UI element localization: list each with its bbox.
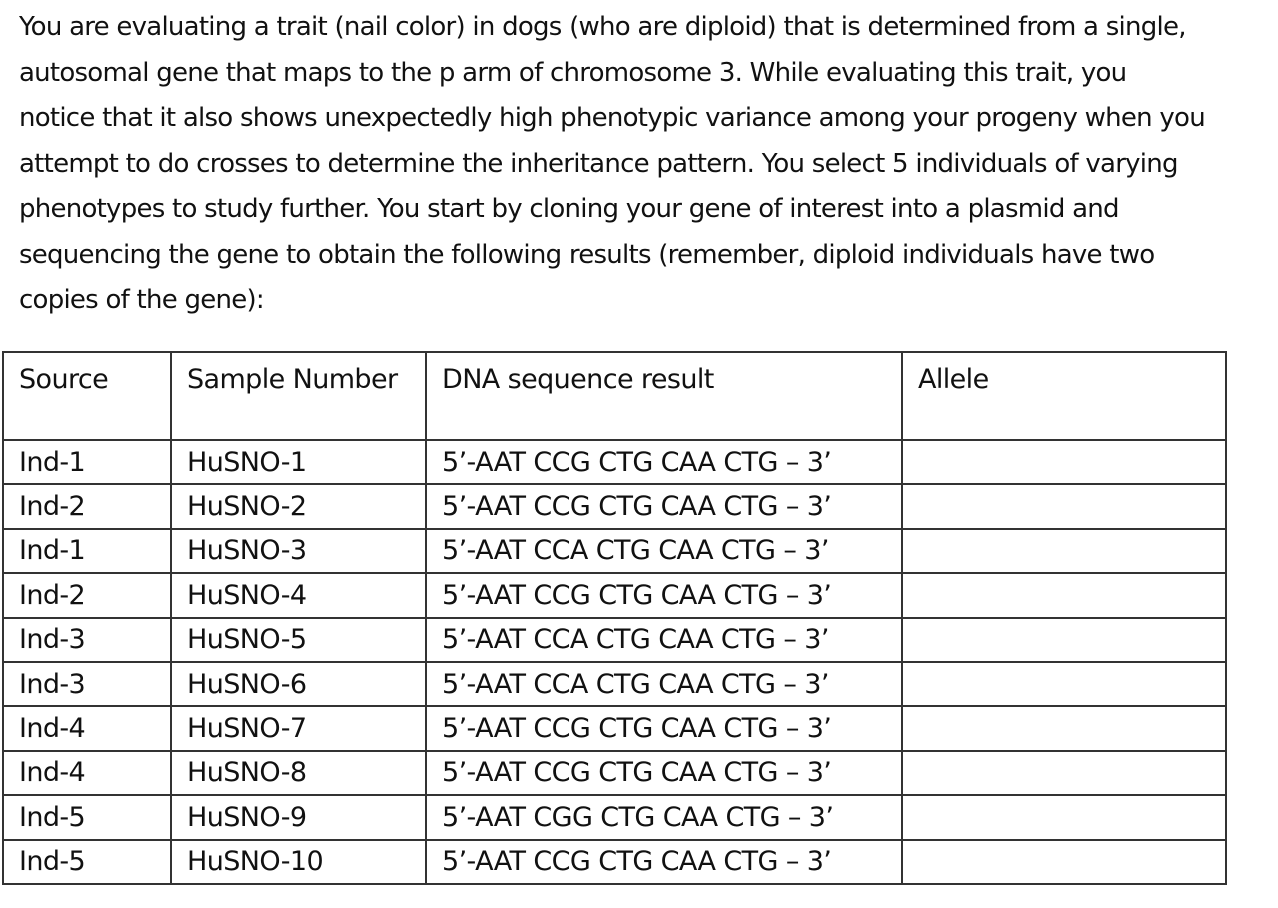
dna-sequence-cell: 5’-AAT CCA CTG CAA CTG – 3’ [426,529,902,573]
source-cell: Ind-1 [3,529,171,573]
sample-number-cell: HuSNO-8 [171,751,426,795]
dna-sequence-cell: 5’-AAT CCG CTG CAA CTG – 3’ [426,751,902,795]
question-line: copies of the gene): [19,285,264,315]
sample-number-cell: HuSNO-10 [171,840,426,884]
dna-sequence-cell: 5’-AAT CCA CTG CAA CTG – 3’ [426,662,902,706]
allele-cell[interactable] [902,706,1226,750]
table-row [3,573,1226,617]
table-row [3,795,1226,839]
allele-cell[interactable] [902,573,1226,617]
source-cell: Ind-5 [3,840,171,884]
allele-cell[interactable] [902,484,1226,528]
allele-cell[interactable] [902,751,1226,795]
question-line: autosomal gene that maps to the p arm of chromosome 3. While evaluating this trait, you [19,57,1127,88]
question-line: sequencing the gene to obtain the following results (remember, diploid individuals have two [19,239,1155,270]
question-line: attempt to do crosses to determine the inheritance pattern. You select 5 individuals of varying [19,148,1178,179]
source-cell: Ind-3 [3,618,171,662]
source-cell: Ind-4 [3,751,171,795]
source-cell: Ind-2 [3,573,171,617]
source-cell: Ind-3 [3,662,171,706]
dna-sequence-cell: 5’-AAT CCG CTG CAA CTG – 3’ [426,706,902,750]
sample-number-cell: HuSNO-9 [171,795,426,839]
sample-number-cell: HuSNO-6 [171,662,426,706]
header-source: Source [3,352,171,440]
allele-cell[interactable] [902,840,1226,884]
table-row [3,618,1226,662]
table-row [3,840,1226,884]
sample-number-cell: HuSNO-2 [171,484,426,528]
dna-sequence-cell: 5’-AAT CCG CTG CAA CTG – 3’ [426,440,902,484]
source-cell: Ind-5 [3,795,171,839]
table-header-row [3,352,1226,440]
dna-sequence-cell: 5’-AAT CCG CTG CAA CTG – 3’ [426,840,902,884]
sequence-results-table [2,351,1227,885]
sample-number-cell: HuSNO-3 [171,529,426,573]
allele-cell[interactable] [902,440,1226,484]
dna-sequence-cell: 5’-AAT CGG CTG CAA CTG – 3’ [426,795,902,839]
sample-number-cell: HuSNO-7 [171,706,426,750]
source-cell: Ind-2 [3,484,171,528]
table-row [3,706,1226,750]
table-row [3,751,1226,795]
header-sample-number: Sample Number [171,352,426,440]
question-line: phenotypes to study further. You start by cloning your gene of interest into a plasmid and [19,194,1119,224]
question-line: notice that it also shows unexpectedly high phenotypic variance among your progeny when you [19,103,1205,133]
dna-sequence-cell: 5’-AAT CCG CTG CAA CTG – 3’ [426,484,902,528]
allele-cell[interactable] [902,618,1226,662]
dna-sequence-cell: 5’-AAT CCA CTG CAA CTG – 3’ [426,618,902,662]
table-row [3,529,1226,573]
allele-cell[interactable] [902,795,1226,839]
source-cell: Ind-4 [3,706,171,750]
header-allele: Allele [902,352,1226,440]
table-row [3,484,1226,528]
allele-cell[interactable] [902,662,1226,706]
header-dna-sequence: DNA sequence result [426,352,902,440]
table-row [3,440,1226,484]
dna-sequence-cell: 5’-AAT CCG CTG CAA CTG – 3’ [426,573,902,617]
sample-number-cell: HuSNO-4 [171,573,426,617]
allele-cell[interactable] [902,529,1226,573]
question-text [19,5,1277,324]
table-row [3,662,1226,706]
sample-number-cell: HuSNO-5 [171,618,426,662]
sample-number-cell: HuSNO-1 [171,440,426,484]
source-cell: Ind-1 [3,440,171,484]
question-line: You are evaluating a trait (nail color) in dogs (who are diploid) that is determined from a single, [19,12,1186,42]
